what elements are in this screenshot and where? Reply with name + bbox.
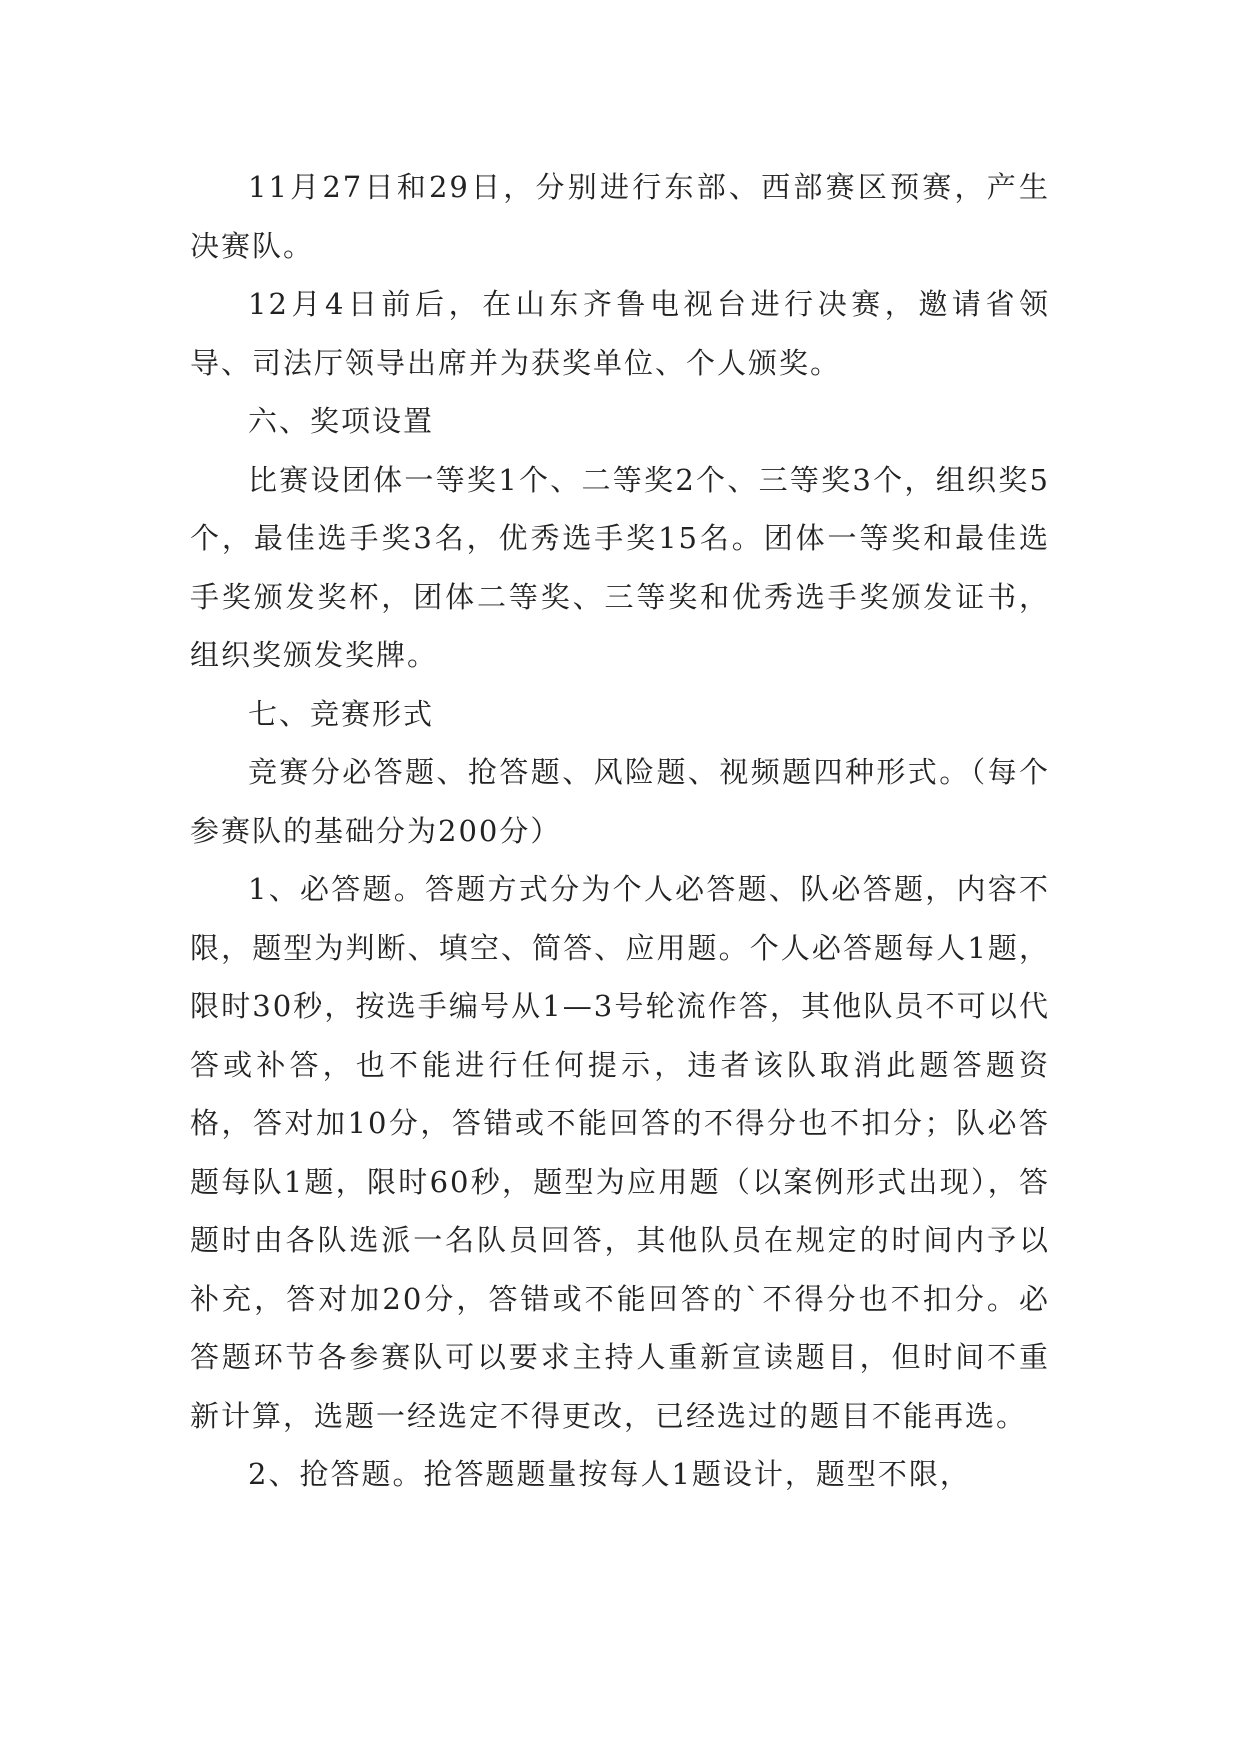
document-body <box>190 158 1050 1504</box>
paragraph-quick-response: 2、抢答题。抢答题题量按每人1题设计，题型不限， <box>248 1457 971 1491</box>
paragraph-required-questions: 1、必答题。答题方式分为个人必答题、队必答题，内容不限，题型为判断、填空、简答、应用题。个人必答题每人1题，限时30秒，按选手编号从1—3号轮流作答，其他队员不可以代答或补答，也不能进行任何提示，违者该队取消此题答题资格，答对加10分，答错或不能回答的不得分也不扣分；队必答题每队1题，限时60秒，题型为应用题（以案例形式出现），答题时由各队选派一名队员回答，其他队员在规定的时间内予以补充，答对加20分，答错或不能回答的`不得分也不扣分。必答题环节各参赛队可以要求主持人重新宣读题目，但时间不重新计算，选题一经选定不得更改，已经选过的题目不能再选。 <box>190 872 1050 1433</box>
paragraph-awards: 比赛设团体一等奖1个、二等奖2个、三等奖3个，组织奖5个，最佳选手奖3名，优秀选手奖15名。团体一等奖和最佳选手奖颁发奖杯，团体二等奖、三等奖和优秀选手奖颁发证书，组织奖颁发奖牌。 <box>190 462 1050 672</box>
section-heading-format: 七、竞赛形式 <box>248 696 435 731</box>
section-heading-awards: 六、奖项设置 <box>248 404 435 438</box>
paragraph-preliminary-schedule: 11月27日和29日，分别进行东部、西部赛区预赛，产生决赛队。 <box>190 170 1050 263</box>
paragraph-final-schedule: 12月4日前后，在山东齐鲁电视台进行决赛，邀请省领导、司法厅领导出席并为获奖单位、个人颁奖。 <box>190 287 1050 380</box>
paragraph-format-overview: 竞赛分必答题、抢答题、风险题、视频题四种形式。（每个参赛队的基础分为200分） <box>190 755 1050 848</box>
